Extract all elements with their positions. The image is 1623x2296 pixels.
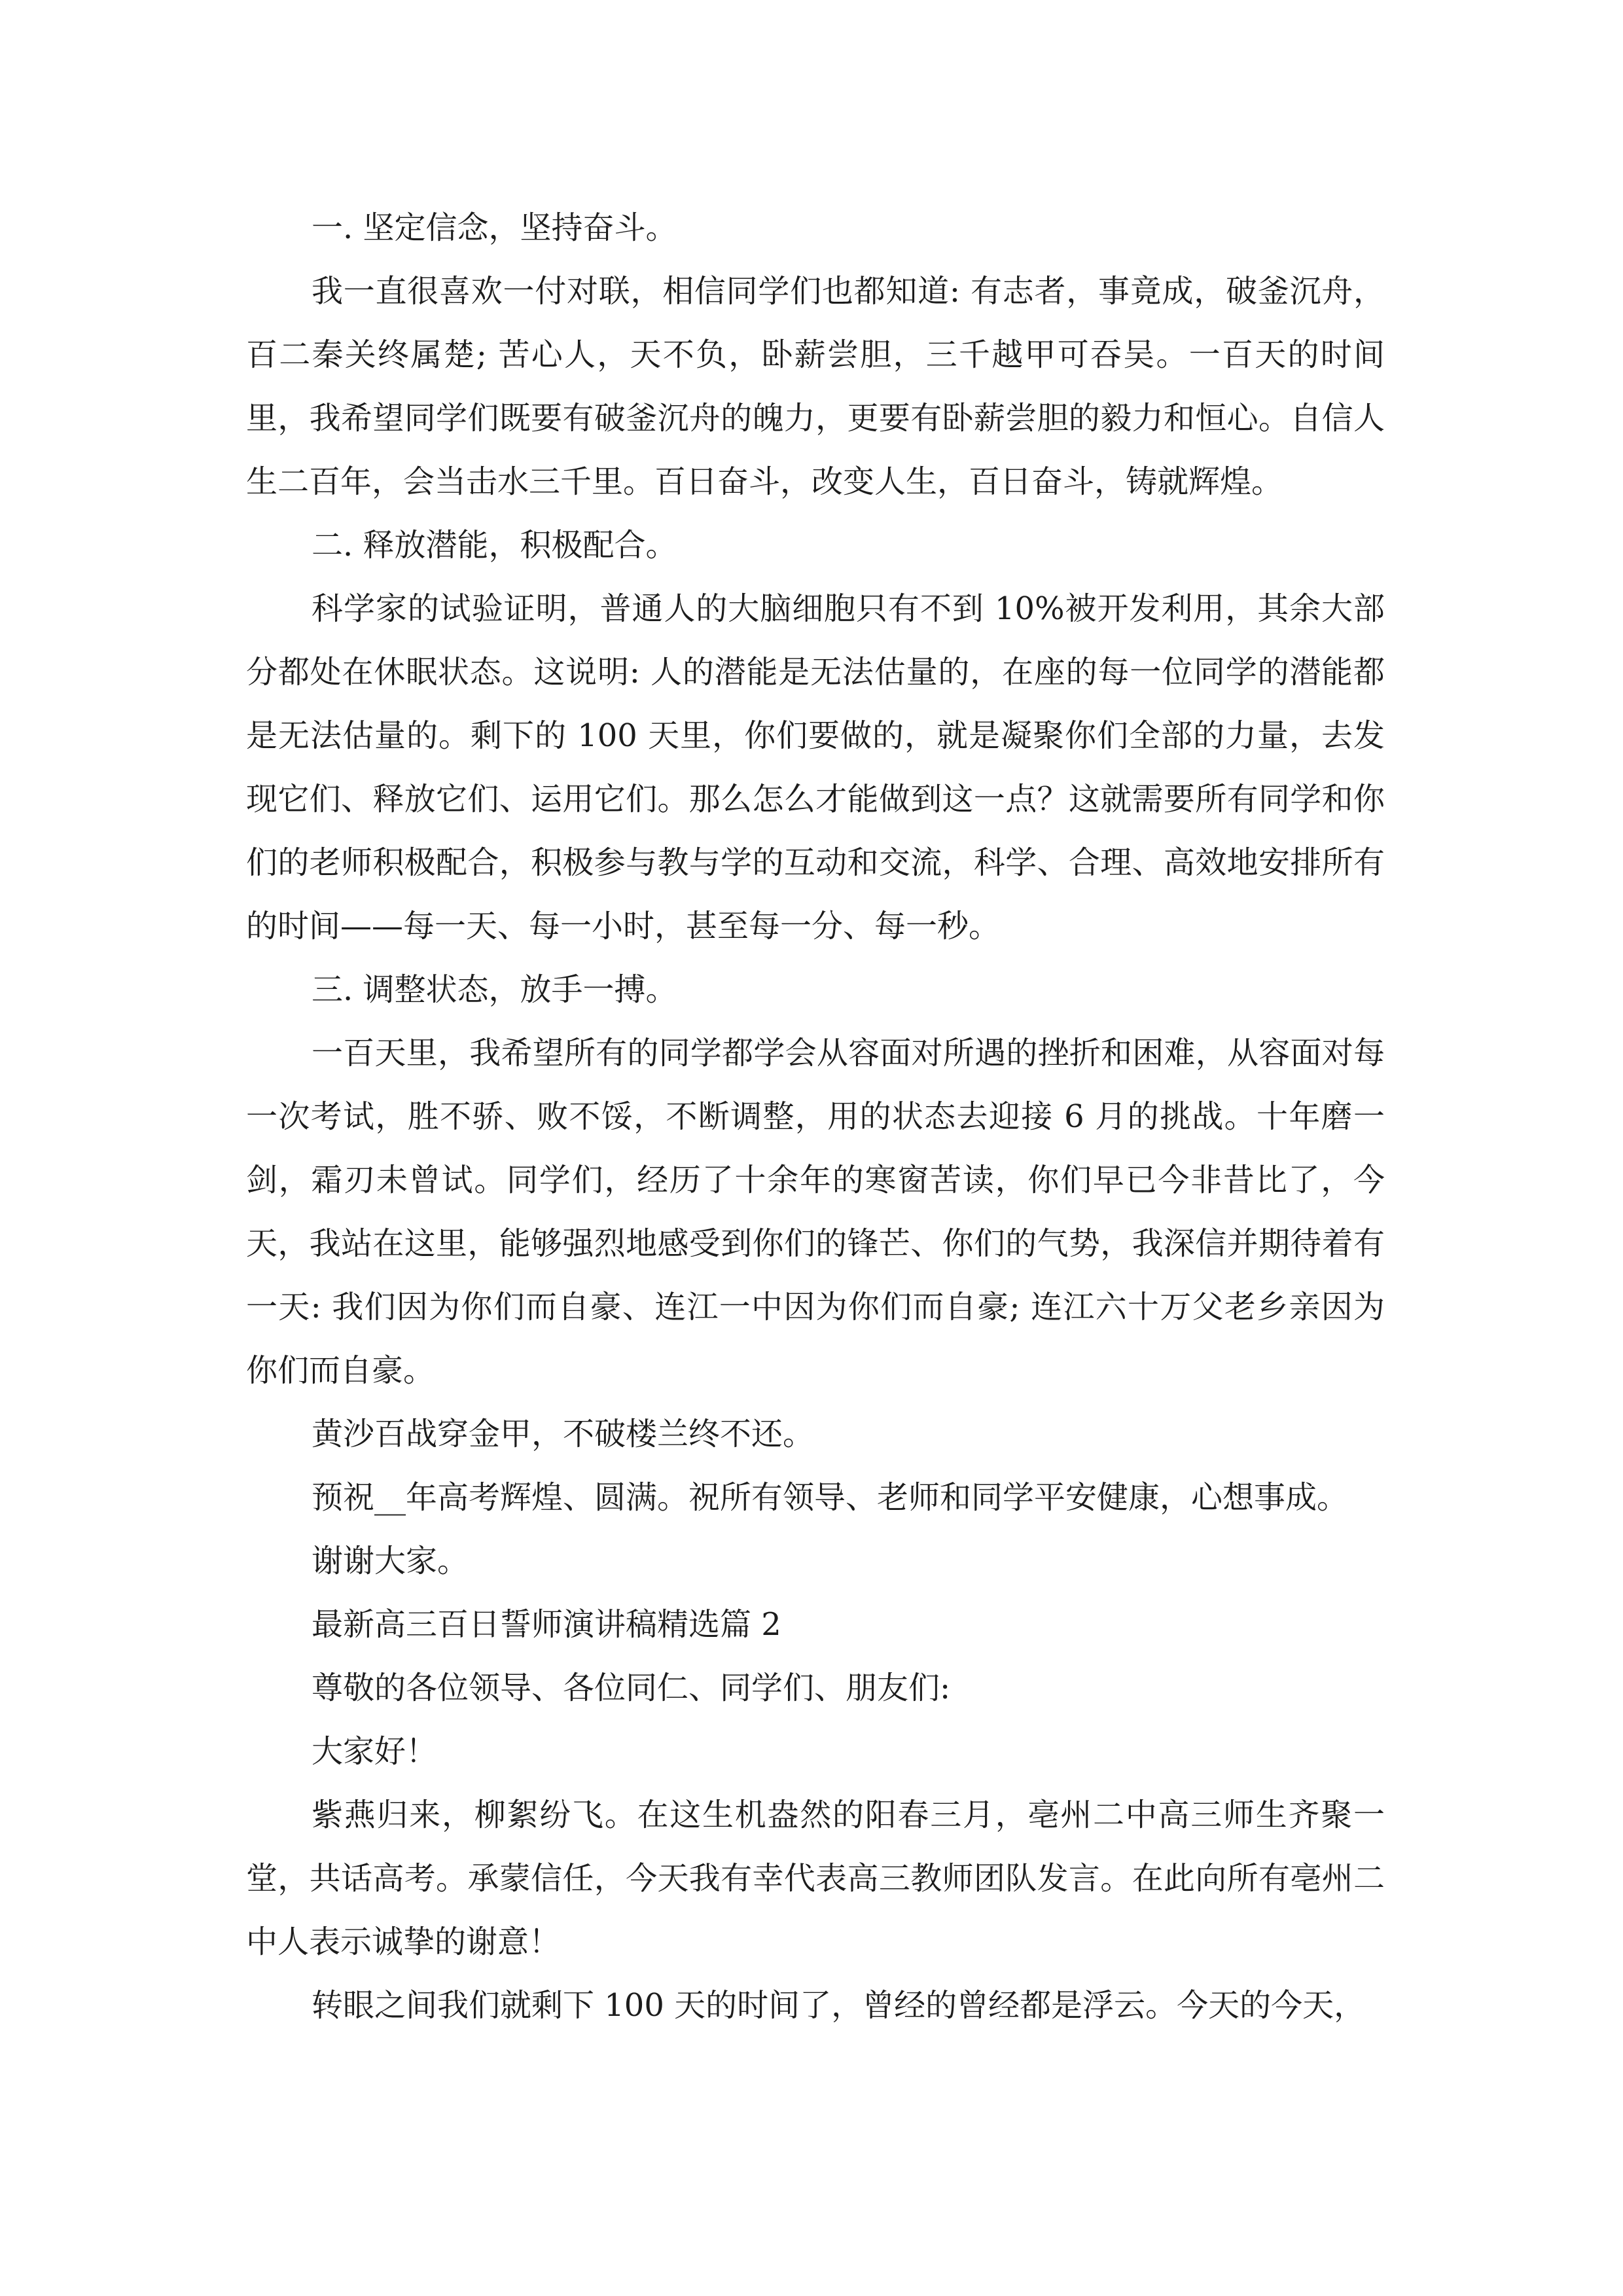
paragraph: 科学家的试验证明，普通人的大脑细胞只有不到 10%被开发利用，其余大部分都处在休眠状态。这说明: 人的潜能是无法估量的，在座的每一位同学的潜能都是无法估量的。剩下的 100 天里，你们要做的，就是凝聚你们全部的力量，去发现它们、释放它们、运用它们。那么怎么才能做到这一点？这就需要所有同学和你们的老师积极配合，积极参与教与学的互动和交流，科学、合理、高效地安排所有的时间——每一天、每一小时，甚至每一分、每一秒。 bbox=[246, 590, 1385, 944]
poem-line: 黄沙百战穿金甲，不破楼兰终不还。 bbox=[312, 1416, 815, 1452]
closing-line: 谢谢大家。 bbox=[312, 1543, 469, 1579]
section-heading-2: 二. 释放潜能，积极配合。 bbox=[312, 527, 677, 564]
salutation: 尊敬的各位领导、各位同仁、同学们、朋友们: bbox=[312, 1670, 951, 1706]
greeting: 大家好！ bbox=[312, 1733, 438, 1770]
paragraph: 转眼之间我们就剩下 100 天的时间了，曾经的曾经都是浮云。今天的今天， bbox=[312, 1987, 1366, 2024]
article-title: 最新高三百日誓师演讲稿精选篇 2 bbox=[312, 1606, 781, 1643]
paragraph: 一百天里，我希望所有的同学都学会从容面对所遇的挫折和困难，从容面对每一次考试，胜不骄、败不馁，不断调整，用的状态去迎接 6 月的挑战。十年磨一剑，霜刃未曾试。同学们，经历了十余年的寒窗苦读，你们早已今非昔比了，今天，我站在这里，能够强烈地感受到你们的锋芒、你们的气势，我深信并期待着有一天: 我们因为你们而自豪、连江一中因为你们而自豪; 连江六十万父老乡亲因为你们而自豪。 bbox=[246, 1035, 1385, 1389]
document-body bbox=[246, 196, 1385, 2037]
paragraph: 预祝__年高考辉煌、圆满。祝所有领导、老师和同学平安健康，心想事成。 bbox=[312, 1479, 1349, 1516]
section-heading-3: 三. 调整状态，放手一搏。 bbox=[312, 971, 677, 1008]
paragraph: 我一直很喜欢一付对联，相信同学们也都知道: 有志者，事竟成，破釜沉舟，百二秦关终属楚; 苦心人，天不负，卧薪尝胆，三千越甲可吞吴。一百天的时间里，我希望同学们既要有破釜沉舟的魄力，更要有卧薪尝胆的毅力和恒心。自信人生二百年，会当击水三千里。百日奋斗，改变人生，百日奋斗，铸就辉煌。 bbox=[246, 273, 1385, 500]
section-heading-1: 一. 坚定信念，坚持奋斗。 bbox=[312, 209, 677, 246]
paragraph: 紫燕归来，柳絮纷飞。在这生机盎然的阳春三月，亳州二中高三师生齐聚一堂，共话高考。承蒙信任，今天我有幸代表高三教师团队发言。在此向所有亳州二中人表示诚挚的谢意！ bbox=[246, 1797, 1385, 1960]
